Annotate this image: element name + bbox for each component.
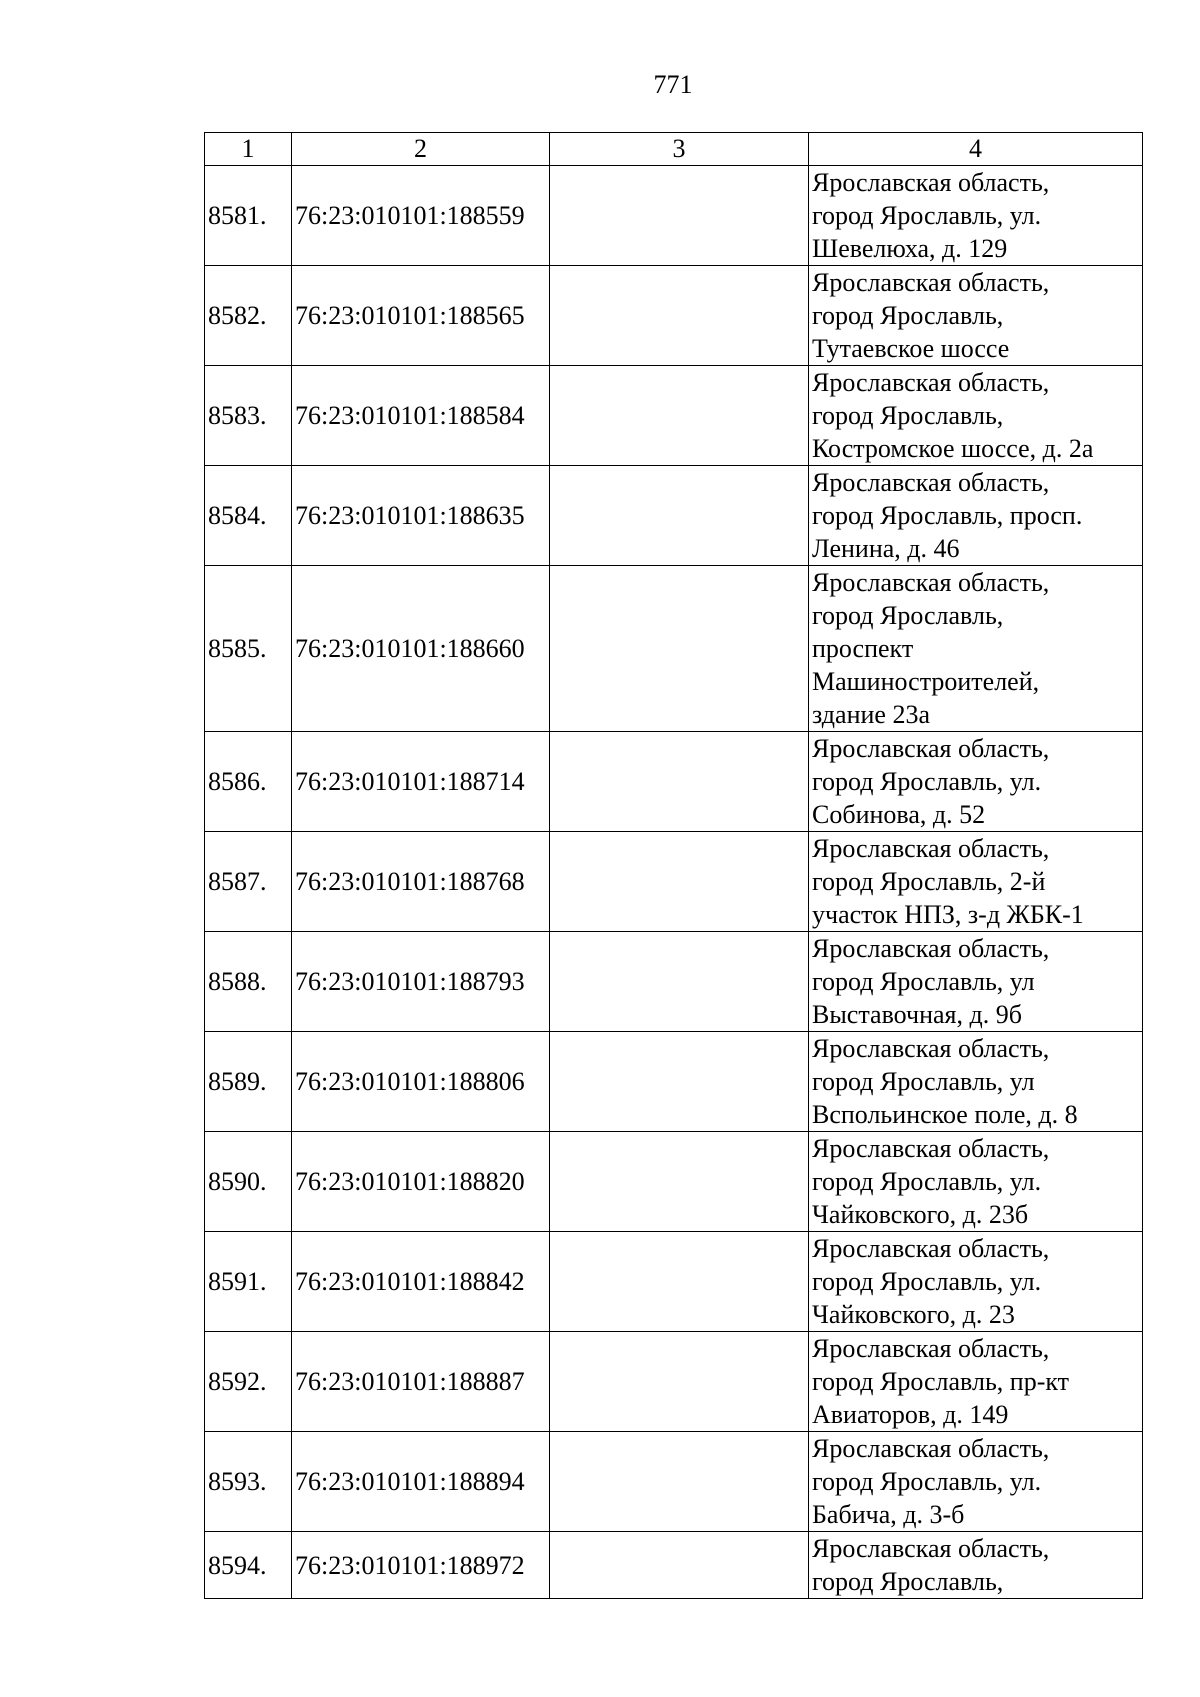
row-number-cell: 8586. xyxy=(205,732,292,832)
empty-column-3-cell xyxy=(550,1332,809,1432)
cadastral-number-cell: 76:23:010101:188660 xyxy=(292,566,550,732)
address-line: Ярославская область, xyxy=(812,934,1050,963)
address-line: Тутаевское шоссе xyxy=(812,334,1010,363)
table-row xyxy=(205,1232,1143,1332)
table-row xyxy=(205,732,1143,832)
table-row xyxy=(205,566,1143,732)
address-cell xyxy=(809,1232,1143,1332)
table-header xyxy=(205,133,1143,166)
address-line: Чайковского, д. 23б xyxy=(812,1200,1029,1229)
address-line: город Ярославль, ул xyxy=(812,967,1035,996)
address-line: Ярославская область, xyxy=(812,568,1050,597)
address-cell xyxy=(809,1332,1143,1432)
address-line: Ярославская область, xyxy=(812,268,1050,297)
address-line: город Ярославль, xyxy=(812,601,1004,630)
address-line: Бабича, д. 3-б xyxy=(812,1500,965,1529)
empty-column-3-cell xyxy=(550,266,809,366)
empty-column-3-cell xyxy=(550,1432,809,1532)
table-row xyxy=(205,166,1143,266)
address-line: город Ярославль, ул xyxy=(812,1067,1035,1096)
cadastral-number-cell: 76:23:010101:188559 xyxy=(292,166,550,266)
address-line: Ленина, д. 46 xyxy=(812,534,960,563)
empty-column-3-cell xyxy=(550,166,809,266)
cadastral-number-cell: 76:23:010101:188806 xyxy=(292,1032,550,1132)
address-line: город Ярославль, xyxy=(812,1567,1004,1596)
address-line: Авиаторов, д. 149 xyxy=(812,1400,1009,1429)
table-row xyxy=(205,1532,1143,1599)
empty-column-3-cell xyxy=(550,832,809,932)
header-col-2: 2 xyxy=(292,133,550,166)
address-cell xyxy=(809,566,1143,732)
address-line: город Ярославль, ул. xyxy=(812,767,1042,796)
address-line: город Ярославль, пр-кт xyxy=(812,1367,1070,1396)
address-cell xyxy=(809,1032,1143,1132)
address-line: проспект xyxy=(812,634,914,663)
cadastral-number-cell: 76:23:010101:188584 xyxy=(292,366,550,466)
row-number-cell: 8593. xyxy=(205,1432,292,1532)
address-cell xyxy=(809,166,1143,266)
table-row xyxy=(205,1332,1143,1432)
cadastral-number-cell: 76:23:010101:188565 xyxy=(292,266,550,366)
empty-column-3-cell xyxy=(550,1532,809,1599)
header-row xyxy=(205,133,1143,166)
empty-column-3-cell xyxy=(550,466,809,566)
table-row xyxy=(205,466,1143,566)
address-line: город Ярославль, 2-й xyxy=(812,867,1046,896)
address-line: Ярославская область, xyxy=(812,1534,1050,1563)
row-number-cell: 8594. xyxy=(205,1532,292,1599)
empty-column-3-cell xyxy=(550,366,809,466)
header-col-1: 1 xyxy=(205,133,292,166)
empty-column-3-cell xyxy=(550,932,809,1032)
address-line: город Ярославль, ул. xyxy=(812,201,1042,230)
address-line: Ярославская область, xyxy=(812,1134,1050,1163)
address-line: Ярославская область, xyxy=(812,368,1050,397)
address-line: город Ярославль, ул. xyxy=(812,1467,1042,1496)
address-line: Чайковского, д. 23 xyxy=(812,1300,1015,1329)
address-line: Машиностроителей, xyxy=(812,667,1040,696)
row-number-cell: 8584. xyxy=(205,466,292,566)
table-row xyxy=(205,932,1143,1032)
row-number-cell: 8590. xyxy=(205,1132,292,1232)
address-line: Ярославская область, xyxy=(812,1234,1050,1263)
empty-column-3-cell xyxy=(550,566,809,732)
address-cell xyxy=(809,266,1143,366)
cadastral-number-cell: 76:23:010101:188793 xyxy=(292,932,550,1032)
header-col-4: 4 xyxy=(809,133,1143,166)
address-line: город Ярославль, ул. xyxy=(812,1167,1042,1196)
row-number-cell: 8592. xyxy=(205,1332,292,1432)
row-number-cell: 8582. xyxy=(205,266,292,366)
address-line: Ярославская область, xyxy=(812,1034,1050,1063)
table-row xyxy=(205,266,1143,366)
address-line: Ярославская область, xyxy=(812,1434,1050,1463)
address-cell xyxy=(809,1132,1143,1232)
registry-table xyxy=(204,132,1143,1599)
empty-column-3-cell xyxy=(550,732,809,832)
address-cell xyxy=(809,932,1143,1032)
row-number-cell: 8585. xyxy=(205,566,292,732)
row-number-cell: 8587. xyxy=(205,832,292,932)
address-cell xyxy=(809,1532,1143,1599)
page-number: 771 xyxy=(653,70,693,99)
table-row xyxy=(205,1032,1143,1132)
address-line: Ярославская область, xyxy=(812,168,1050,197)
address-line: город Ярославль, xyxy=(812,401,1004,430)
address-line: Костромское шоссе, д. 2а xyxy=(812,434,1094,463)
cadastral-number-cell: 76:23:010101:188768 xyxy=(292,832,550,932)
address-line: город Ярославль, xyxy=(812,301,1004,330)
address-line: Вспольинское поле, д. 8 xyxy=(812,1100,1078,1129)
row-number-cell: 8591. xyxy=(205,1232,292,1332)
address-line: Ярославская область, xyxy=(812,1334,1050,1363)
cadastral-number-cell: 76:23:010101:188714 xyxy=(292,732,550,832)
address-line: участок НПЗ, з-д ЖБК-1 xyxy=(812,900,1084,929)
address-cell xyxy=(809,832,1143,932)
row-number-cell: 8581. xyxy=(205,166,292,266)
row-number-cell: 8589. xyxy=(205,1032,292,1132)
cadastral-number-cell: 76:23:010101:188972 xyxy=(292,1532,550,1599)
address-cell xyxy=(809,732,1143,832)
address-line: Ярославская область, xyxy=(812,468,1050,497)
row-number-cell: 8583. xyxy=(205,366,292,466)
address-cell xyxy=(809,366,1143,466)
cadastral-number-cell: 76:23:010101:188820 xyxy=(292,1132,550,1232)
address-line: город Ярославль, ул. xyxy=(812,1267,1042,1296)
table-row xyxy=(205,1132,1143,1232)
table-row xyxy=(205,1432,1143,1532)
address-line: Собинова, д. 52 xyxy=(812,800,986,829)
address-line: Ярославская область, xyxy=(812,834,1050,863)
empty-column-3-cell xyxy=(550,1032,809,1132)
cadastral-number-cell: 76:23:010101:188635 xyxy=(292,466,550,566)
address-line: город Ярославль, просп. xyxy=(812,501,1083,530)
row-number-cell: 8588. xyxy=(205,932,292,1032)
address-line: Ярославская область, xyxy=(812,734,1050,763)
table-body xyxy=(205,166,1143,1599)
empty-column-3-cell xyxy=(550,1132,809,1232)
cadastral-number-cell: 76:23:010101:188887 xyxy=(292,1332,550,1432)
table-row xyxy=(205,366,1143,466)
table-row xyxy=(205,832,1143,932)
address-line: Выставочная, д. 9б xyxy=(812,1000,1022,1029)
header-col-3: 3 xyxy=(550,133,809,166)
address-line: здание 23а xyxy=(812,700,930,729)
cadastral-number-cell: 76:23:010101:188894 xyxy=(292,1432,550,1532)
cadastral-number-cell: 76:23:010101:188842 xyxy=(292,1232,550,1332)
address-line: Шевелюха, д. 129 xyxy=(812,234,1008,263)
address-cell xyxy=(809,1432,1143,1532)
empty-column-3-cell xyxy=(550,1232,809,1332)
address-cell xyxy=(809,466,1143,566)
